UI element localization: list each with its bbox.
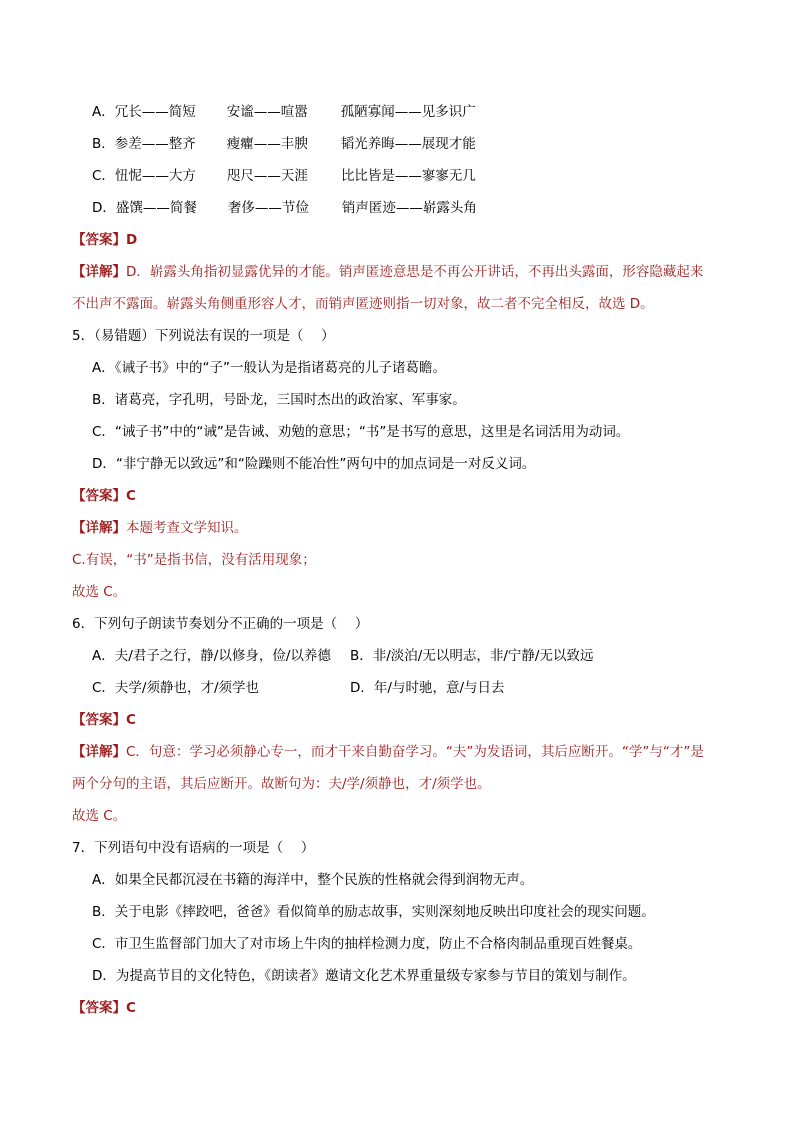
q4-option-d	[92, 198, 477, 218]
q6-option-c: C．夫学/须静也，才/须学也	[92, 680, 260, 696]
answer-label: 【答案】	[72, 1000, 126, 1016]
q6-options-row-2	[92, 678, 505, 698]
q7-option-b: B．关于电影《摔跤吧，爸爸》看似简单的励志故事，实则深刻地反映出印度社会的现实问题。	[92, 904, 655, 920]
answer-value: C	[126, 1000, 136, 1016]
option-pair-1: 忸怩——大方	[114, 168, 196, 184]
option-pair-2: 瘦癯——丰腴	[226, 136, 308, 152]
option-label: B．	[92, 136, 115, 152]
q7-option-c: C．市卫生监督部门加大了对市场上牛肉的抽样检测力度，防止不合格肉制品重现百姓餐桌。	[92, 936, 642, 952]
q4-detail-line-1	[72, 262, 703, 282]
detail-text: 本题考查文学知识。	[126, 520, 248, 536]
q7-question: 7．下列语句中没有语病的一项是（ ）	[72, 840, 315, 856]
q6-options-row-1	[92, 646, 593, 666]
option-pair-3: 孤陋寡闻——见多识广	[340, 104, 476, 120]
answer-label: 【答案】	[72, 232, 126, 248]
option-pair-2: 奢侈——节俭	[227, 200, 309, 216]
q4-detail-line-2: 不出声不露面。崭露头角侧重形容人才，而销声匿迹则指一切对象，故二者不完全相反，故选 D。	[72, 296, 654, 312]
answer-label: 【答案】	[72, 712, 126, 728]
q4-answer	[72, 230, 137, 250]
q5-answer	[72, 486, 136, 506]
detail-label: 【详解】	[72, 520, 126, 536]
answer-value: C	[126, 488, 136, 504]
answer-value: C	[126, 712, 136, 728]
q6-option-d: D．年/与时驰，意/与日去	[350, 680, 505, 696]
q5-detail-line-2: C.有误，“书”是指书信，没有活用现象；	[72, 552, 316, 568]
q6-detail-line-1	[72, 742, 704, 762]
q6-question: 6．下列句子朗读节奏划分不正确的一项是（ ）	[72, 616, 369, 632]
detail-label: 【详解】	[72, 744, 126, 760]
answer-label: 【答案】	[72, 488, 126, 504]
option-pair-3: 销声匿迹——崭露头角	[341, 200, 477, 216]
option-pair-1: 盛馔——简餐	[115, 200, 197, 216]
option-label: C．	[92, 168, 115, 184]
option-pair-3: 比比皆是——寥寥无几	[340, 168, 476, 184]
q4-option-a	[92, 102, 476, 122]
option-pair-1: 参差——整齐	[114, 136, 196, 152]
answer-value: D	[126, 232, 138, 248]
option-pair-2: 咫尺——天涯	[226, 168, 308, 184]
q7-answer	[72, 998, 136, 1018]
option-pair-2: 安谧——喧嚣	[226, 104, 308, 120]
q7-option-d: D．为提高节目的文化特色，《朗读者》邀请文化艺术界重量级专家参与节目的策划与制作。	[92, 968, 636, 984]
q6-detail-line-2: 两个分句的主语，其后应断开。故断句为：夫/学/须静也，才/须学也。	[72, 776, 491, 792]
option-label: D．	[92, 200, 116, 216]
q5-option-d: D．“非宁静无以致远”和“险躁则不能冶性”两句中的加点词是一对反义词。	[92, 456, 536, 472]
detail-label: 【详解】	[72, 264, 126, 280]
detail-text: D．崭露头角指初显露优异的才能。销声匿迹意思是不再公开讲话，不再出头露面，形容隐藏起来	[126, 264, 704, 280]
q4-option-c	[92, 166, 476, 186]
q6-answer	[72, 710, 136, 730]
q5-option-c: C．“诫子书”中的“诫”是告诫、劝勉的意思；“书”是书写的意思，这里是名词活用为动词。	[92, 424, 630, 440]
q5-detail-line-1	[72, 518, 248, 538]
q6-option-b: B．非/淡泊/无以明志，非/宁静/无以致远	[350, 648, 594, 664]
q4-option-b	[92, 134, 476, 154]
q6-option-a: A．夫/君子之行，静/以修身，俭/以养德	[92, 648, 331, 664]
q7-option-a: A．如果全民都沉浸在书籍的海洋中，整个民族的性格就会得到润物无声。	[92, 872, 534, 888]
q5-option-b: B．诸葛亮，字孔明，号卧龙，三国时杰出的政治家、军事家。	[92, 392, 466, 408]
q5-question: 5．（易错题）下列说法有误的一项是（ ）	[72, 328, 335, 344]
q5-option-a: A．《诫子书》中的“子”一般认为是指诸葛亮的儿子诸葛瞻。	[92, 360, 446, 376]
detail-text: C．句意：学习必须静心专一，而才干来自勤奋学习。“夫”为发语词，其后应断开。“学”与“才”是	[126, 744, 704, 760]
option-pair-1: 冗长——简短	[114, 104, 196, 120]
option-pair-3: 韬光养晦——展现才能	[340, 136, 476, 152]
option-label: A．	[92, 104, 115, 120]
q6-detail-line-3: 故选 C。	[72, 808, 127, 824]
q5-detail-line-3: 故选 C。	[72, 584, 127, 600]
